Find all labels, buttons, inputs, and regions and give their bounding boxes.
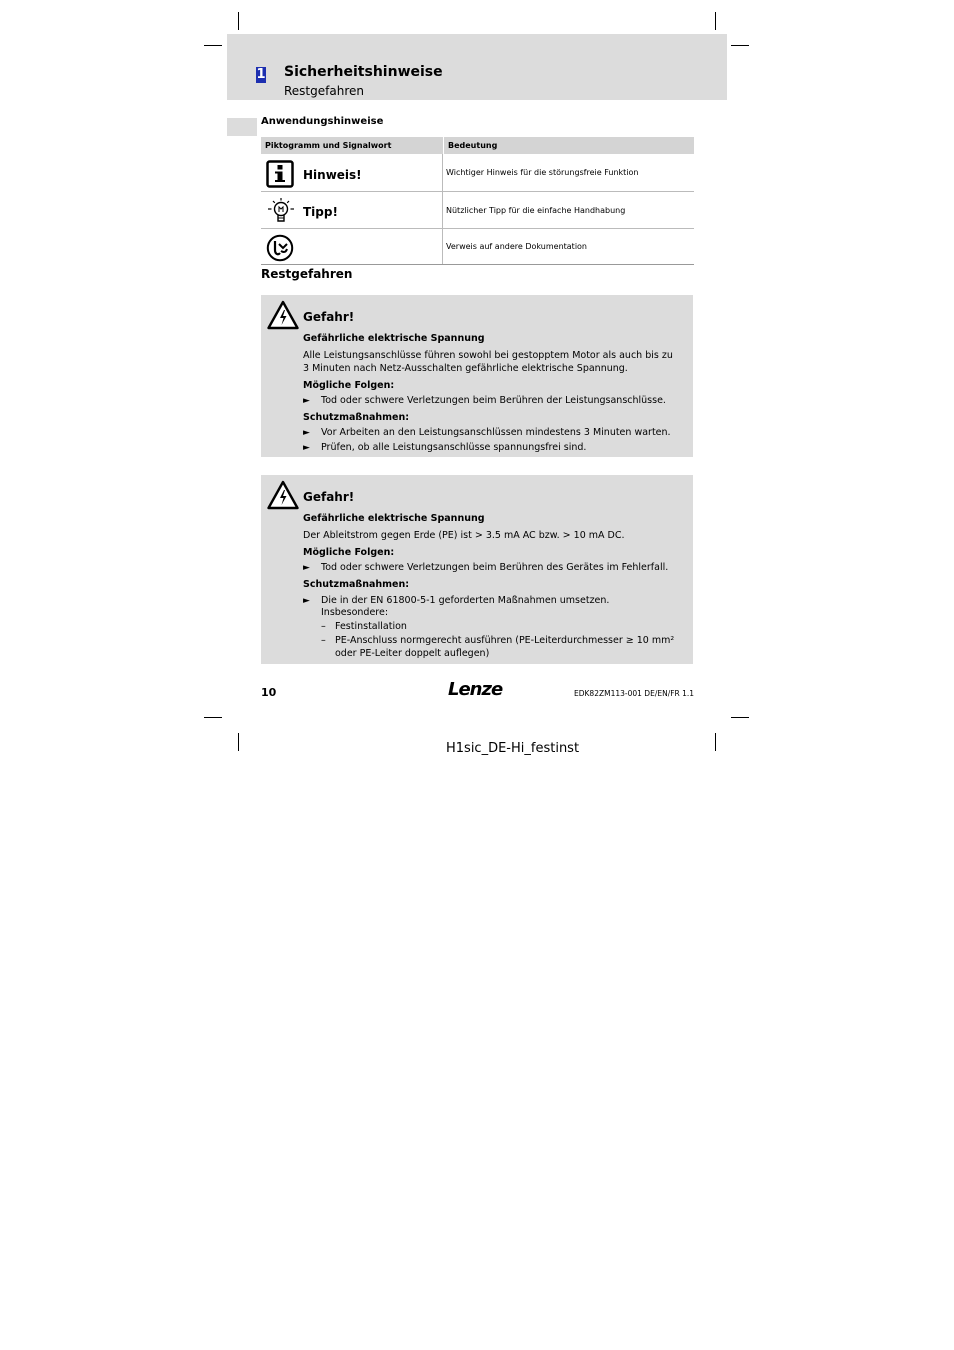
section-heading-application-notes: Anwendungshinweise bbox=[261, 116, 384, 127]
danger-subtitle: Gefährliche elektrische Spannung bbox=[303, 513, 485, 524]
section-heading-residual-hazards: Restgefahren bbox=[261, 267, 353, 281]
measure-item: ► Prüfen, ob alle Leistungsanschlüsse spannungsfrei sind. bbox=[303, 442, 587, 453]
table-cell bbox=[261, 154, 443, 191]
danger-block bbox=[261, 475, 693, 664]
sub-measure-item: – Festinstallation bbox=[321, 621, 407, 632]
table-cell bbox=[261, 229, 443, 264]
danger-text-line: 3 Minuten nach Netz-Ausschalten gefährliche elektrische Spannung. bbox=[303, 363, 628, 374]
crop-mark bbox=[238, 733, 239, 751]
info-icon bbox=[266, 160, 294, 188]
crop-mark bbox=[238, 12, 239, 30]
consequences-label: Mögliche Folgen: bbox=[303, 380, 395, 391]
crop-mark bbox=[715, 733, 716, 751]
measure-item: ► Die in der EN 61800-5-1 geforderten Maßnahmen umsetzen. bbox=[303, 595, 610, 606]
page-number: 10 bbox=[261, 686, 277, 699]
chapter-subtitle: Restgefahren bbox=[284, 84, 364, 98]
electric-hazard-icon bbox=[267, 300, 299, 330]
pictogram-table bbox=[261, 137, 694, 265]
crop-mark bbox=[204, 45, 222, 46]
column-header-meaning: Bedeutung bbox=[444, 137, 694, 154]
consequence-item: ► Tod oder schwere Verletzungen beim Berühren des Gerätes im Fehlerfall. bbox=[303, 562, 669, 573]
chapter-title: Sicherheitshinweise bbox=[284, 64, 443, 80]
danger-title: Gefahr! bbox=[303, 310, 355, 324]
table-row bbox=[261, 154, 694, 192]
table-row bbox=[261, 229, 694, 265]
table-header bbox=[261, 137, 694, 154]
column-header-pictogram: Piktogramm und Signalwort bbox=[261, 137, 443, 154]
danger-title: Gefahr! bbox=[303, 490, 355, 504]
side-tab bbox=[227, 118, 257, 136]
crop-mark bbox=[731, 45, 749, 46]
lightbulb-icon bbox=[266, 197, 296, 225]
chapter-number[interactable]: 1 bbox=[256, 67, 266, 82]
document-id: EDK82ZM113-001 DE/EN/FR 1.1 bbox=[574, 689, 695, 698]
measure-item: ► Vor Arbeiten an den Leistungsanschlüssen mindestens 3 Minuten warten. bbox=[303, 427, 671, 438]
sub-measure-continuation: oder PE-Leiter doppelt auflegen) bbox=[335, 648, 490, 659]
consequences-label: Mögliche Folgen: bbox=[303, 547, 395, 558]
sub-measure-item: – PE-Anschluss normgerecht ausführen (PE-Leiterdurchmesser ≥ 10 mm² bbox=[321, 635, 675, 646]
danger-block bbox=[261, 295, 693, 457]
table-row bbox=[261, 192, 694, 229]
electric-hazard-icon bbox=[267, 480, 299, 510]
danger-subtitle: Gefährliche elektrische Spannung bbox=[303, 333, 485, 344]
document-reference-icon bbox=[266, 234, 294, 262]
table-cell-meaning: Wichtiger Hinweis für die störungsfreie Funktion bbox=[446, 168, 639, 177]
measures-label: Schutzmaßnahmen: bbox=[303, 412, 410, 423]
lenze-logo: Lenze bbox=[448, 679, 503, 700]
table-cell bbox=[261, 192, 443, 228]
crop-mark bbox=[204, 717, 222, 718]
crop-mark bbox=[715, 12, 716, 30]
danger-text-line: Alle Leistungsanschlüsse führen sowohl bei gestopptem Motor als auch bis zu bbox=[303, 350, 673, 361]
danger-text-line: Der Ableitstrom gegen Erde (PE) ist > 3.5 mA AC bzw. > 10 mA DC. bbox=[303, 530, 625, 541]
table-cell-meaning: Nützlicher Tipp für die einfache Handhabung bbox=[446, 205, 626, 215]
measures-label: Schutzmaßnahmen: bbox=[303, 579, 410, 590]
crop-mark bbox=[731, 717, 749, 718]
table-cell-meaning: Verweis auf andere Dokumentation bbox=[446, 242, 588, 251]
signal-word-hinweis: Hinweis! bbox=[303, 168, 362, 182]
signal-word-tipp: Tipp! bbox=[303, 205, 338, 219]
consequence-item: ► Tod oder schwere Verletzungen beim Berühren der Leistungsanschlüsse. bbox=[303, 395, 666, 406]
source-filename: H1sic_DE-Hi_festinst bbox=[446, 741, 580, 756]
measure-item-continuation: Insbesondere: bbox=[321, 607, 389, 618]
